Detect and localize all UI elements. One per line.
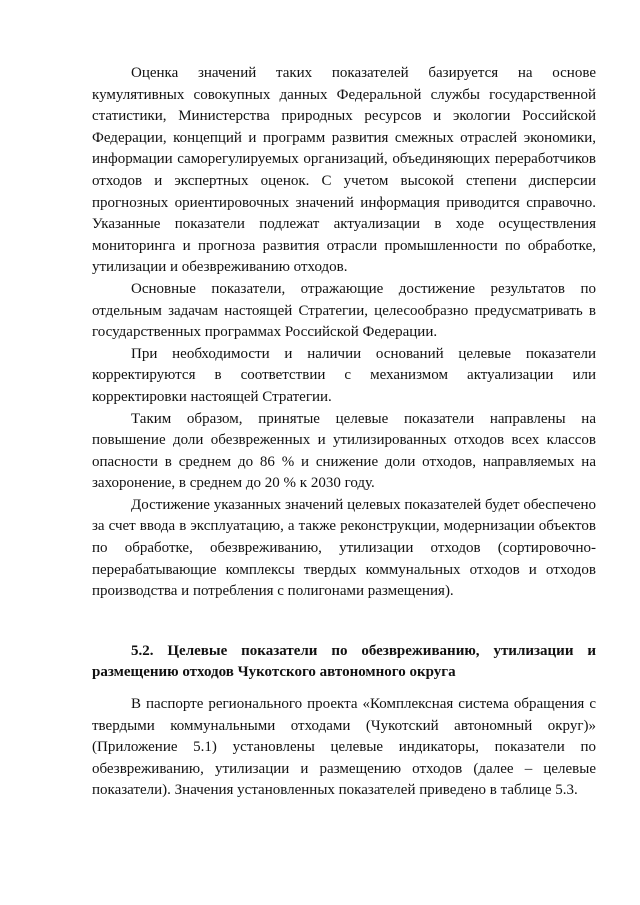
document-page bbox=[92, 63, 596, 802]
paragraph-target-values: Таким образом, принятые целевые показатели направлены на повышение доли обезвреженных и утилизированных отходов всех классов опасности в среднем до 86 % и снижение доли отходов, направляемых на захоронение, в среднем до 20 % к 2030 году. bbox=[92, 410, 596, 492]
paragraph-indicator-correction: При необходимости и наличии оснований целевые показатели корректируются в соответствии с механизмом актуализации или корректировки настоящей Стратегии. bbox=[92, 345, 596, 405]
paragraph-main-indicators: Основные показатели, отражающие достижение результатов по отдельным задачам настоящей Стратегии, целесообразно предусматривать в государственных программах Российской Федерации. bbox=[92, 280, 596, 341]
paragraph-indicator-assessment: Оценка значений таких показателей базируется на основе кумулятивных совокупных данных Федеральной службы государственной статистики, Министерства природных ресурсов и экологии Российской Федерации, концепций и программ развития смежных отраслей экономики, информации саморегулируемых организаций, объединяющих переработчиков отходов и экспертных оценок. С учетом высокой степени дисперсии прогнозных ориентировочных значений информация приводится справочно. Указанные показатели подлежат актуализации в ходе осуществления мониторинга и прогноза развития отрасли промышленности по обработке, утилизации и обезвреживанию отходов. bbox=[92, 65, 596, 276]
paragraph-regional-project: В паспорте регионального проекта «Комплексная система обращения с твердыми коммунальными отходами (Чукотский автономный округ)» (Приложение 5.1) установлены целевые индикаторы, показатели по обезвреживанию, утилизации и размещению отходов (далее – целевые показатели). Значения установленных показателей приведено в таблице 5.3. bbox=[92, 696, 596, 799]
section-heading: 5.2. Целевые показатели по обезвреживанию, утилизации и размещению отходов Чукотского автономного округа bbox=[92, 642, 596, 681]
paragraph-achievement-means: Достижение указанных значений целевых показателей будет обеспечено за счет ввода в эксплуатацию, а также реконструкции, модернизации объектов по обработке, обезвреживанию, утилизации отходов (сортировочно-перерабатывающие комплексы твердых коммунальных отходов и отходов производства и потребления с полигонами размещения). bbox=[92, 496, 596, 600]
